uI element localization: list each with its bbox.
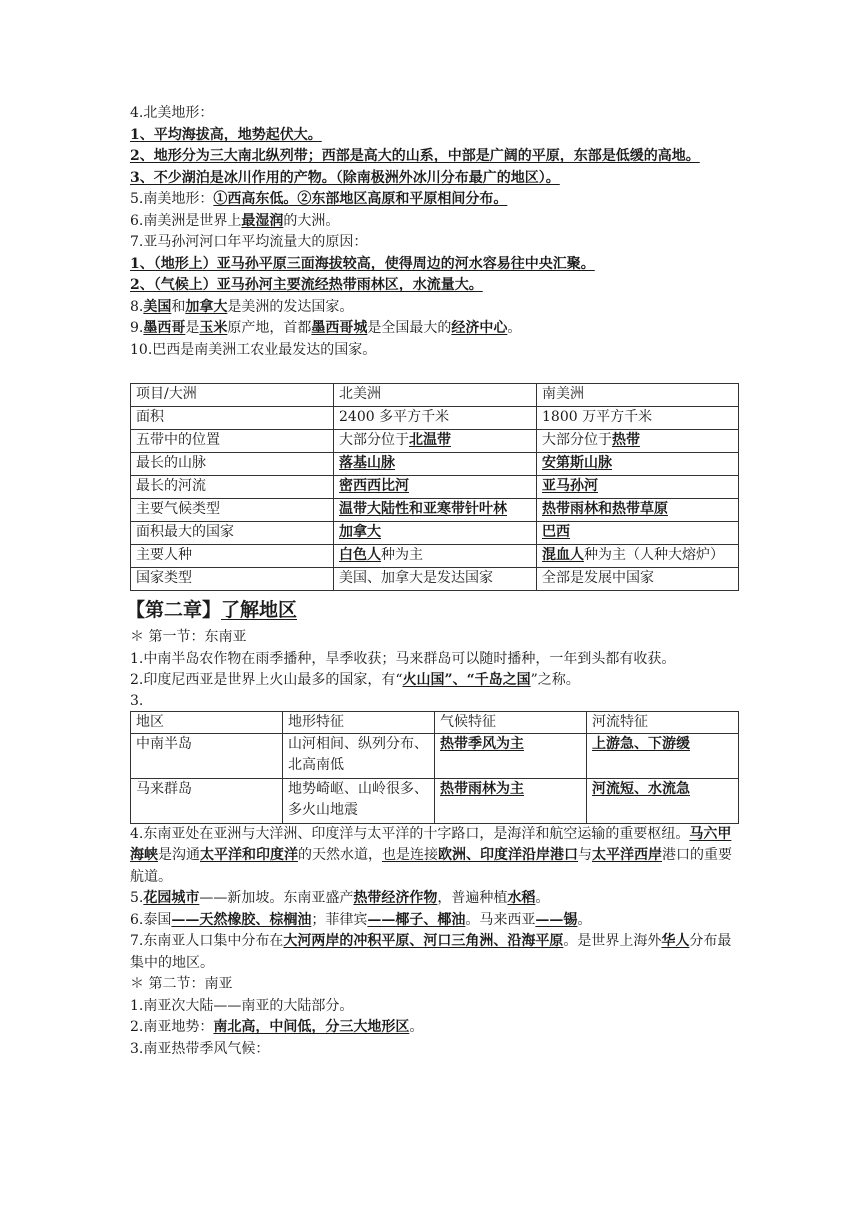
sa-cell: 全部是发展中国家: [537, 568, 739, 591]
row-label: 最长的河流: [131, 476, 334, 499]
na-terrain-point-2: 2、地形分为三大南北纵列带；西部是高大的山系，中部是广阔的平原，东部是低缓的高地。: [130, 148, 700, 164]
sea-point-2: 2.印度尼西亚是世界上火山最多的国家，有“火山国”、“千岛之国”之称。: [130, 672, 580, 688]
sa-cell: 大部分位于热带: [537, 430, 739, 453]
amazon-title: 7.亚马孙河河口年平均流量大的原因：: [130, 234, 368, 250]
sa-cell: 热带雨林和热带草原: [537, 499, 739, 522]
row-label: 最长的山脉: [131, 453, 334, 476]
climate-cell: 热带雨林为主: [435, 778, 587, 823]
sa-cell: 巴西: [537, 522, 739, 545]
table-row: [131, 476, 739, 499]
na-terrain-point-3: 3、不少湖泊是冰川作用的产物。（除南极洲外冰川分布最广的地区）。: [130, 169, 560, 186]
sa-cell: 安第斯山脉: [537, 453, 739, 476]
row-label: 主要人种: [131, 545, 334, 568]
table-header-cell: 北美洲: [334, 384, 537, 407]
terrain-cell: 地势崎岖、山岭很多、多火山地震: [283, 778, 435, 823]
row-label: 面积: [131, 407, 334, 430]
na-cell: 落基山脉: [334, 453, 537, 476]
row-label: 面积最大的国家: [131, 522, 334, 545]
sa-terrain: 5.南美地形：①西高东低。②东部地区高原和平原相间分布。: [130, 191, 508, 207]
table-row: [131, 430, 739, 453]
row-label: 主要气候类型: [131, 499, 334, 522]
amazon-reason-1: 1、（地形上）亚马孙平原三面海拔较高，使得周边的河水容易往中央汇聚。: [130, 255, 595, 272]
table-row: [131, 733, 739, 778]
table-row: [131, 453, 739, 476]
region-cell: 马来群岛: [131, 778, 283, 823]
table-header-row: [131, 384, 739, 407]
sa-point-3: 3.南亚热带季风气候：: [130, 1040, 270, 1057]
wettest-continent: 6.南美洲是世界上最湿润的大洲。: [130, 212, 340, 229]
table-header-cell: 河流特征: [587, 711, 739, 733]
chapter-heading: 【第二章】了解地区: [126, 599, 298, 621]
sea-point-6: 6.泰国——天然橡胶、棕榈油；菲律宾——椰子、椰油。马来西亚——锡。: [130, 911, 592, 928]
sa-cell: 亚马孙河: [537, 476, 739, 499]
table-row: [131, 545, 739, 568]
river-cell: 上游急、下游缓: [587, 733, 739, 778]
na-cell: 加拿大: [334, 522, 537, 545]
na-cell: 美国、加拿大是发达国家: [334, 568, 537, 591]
developed-countries: 8.美国和加拿大是美洲的发达国家。: [130, 298, 354, 315]
sa-point-1: 1.南亚次大陆——南亚的大陆部分。: [130, 997, 354, 1014]
section-heading-southeast-asia: ＊ 第一节：东南亚: [130, 629, 247, 645]
mexico-line: 9.墨西哥是玉米原产地，首都墨西哥城是全国最大的经济中心。: [130, 320, 522, 336]
na-terrain-point-1: 1、平均海拔高，地势起伏大。: [130, 126, 322, 143]
climate-cell: 热带季风为主: [435, 733, 587, 778]
sa-point-2: 2.南亚地势：南北高，中间低，分三大地形区。: [130, 1019, 424, 1035]
sa-cell: 混血人种为主（人种大熔炉）: [537, 545, 739, 568]
table-header-cell: 项目/大洲: [131, 384, 334, 407]
table-row: [131, 499, 739, 522]
na-cell: 温带大陆性和亚寒带针叶林: [334, 499, 537, 522]
region-cell: 中南半岛: [131, 733, 283, 778]
sea-point-5: 5.花园城市——新加坡。东南亚盛产热带经济作物，普遍种植水稻。: [130, 890, 550, 906]
terrain-cell: 山河相间、纵列分布、北高南低: [283, 733, 435, 778]
sa-cell: 1800 万平方千米: [537, 407, 739, 430]
americas-comparison-table: [130, 383, 739, 591]
table-header-cell: 地形特征: [283, 711, 435, 733]
sea-point-4: 4.东南亚处在亚洲与大洋洲、印度洋与太平洋的十字路口，是海洋和航空运输的重要枢纽。马六甲海峡是沟通太平洋和印度洋的天然水道，也是连接欧洲、印度洋沿岸港口与太平洋西岸港口的重要航道。: [130, 825, 732, 885]
sea-point-7: 7.东南亚人口集中分布在大河两岸的冲积平原、河口三角洲、沿海平原。是世界上海外华人分布最集中的地区。: [130, 933, 732, 971]
table-header-cell: 地区: [131, 711, 283, 733]
river-cell: 河流短、水流急: [587, 778, 739, 823]
table-row: [131, 522, 739, 545]
na-cell: 密西西比河: [334, 476, 537, 499]
spacer: [130, 361, 738, 383]
sea-point-1: 1.中南半岛农作物在雨季播种，旱季收获；马来群岛可以随时播种，一年到头都有收获。: [130, 650, 676, 667]
document-page: [126, 103, 738, 1060]
table-row: [131, 407, 739, 430]
southeast-asia-table: [130, 711, 739, 824]
table-header-cell: 气候特征: [435, 711, 587, 733]
amazon-reason-2: 2、（气候上）亚马孙河主要流经热带雨林区，水流量大。: [130, 277, 483, 293]
na-cell: 2400 多平方千米: [334, 407, 537, 430]
na-cell: 大部分位于北温带: [334, 430, 537, 453]
table-header-row: [131, 711, 739, 733]
na-terrain-title: 4.北美地形：: [130, 105, 214, 121]
table-row: [131, 568, 739, 591]
row-label: 五带中的位置: [131, 430, 334, 453]
row-label: 国家类型: [131, 568, 334, 591]
sea-point-3: 3.: [130, 692, 144, 709]
section-heading-south-asia: ＊ 第二节：南亚: [130, 976, 233, 992]
na-cell: 白色人种为主: [334, 545, 537, 568]
table-header-cell: 南美洲: [537, 384, 739, 407]
brazil-line: 10.巴西是南美洲工农业最发达的国家。: [130, 341, 377, 358]
table-row: [131, 778, 739, 823]
